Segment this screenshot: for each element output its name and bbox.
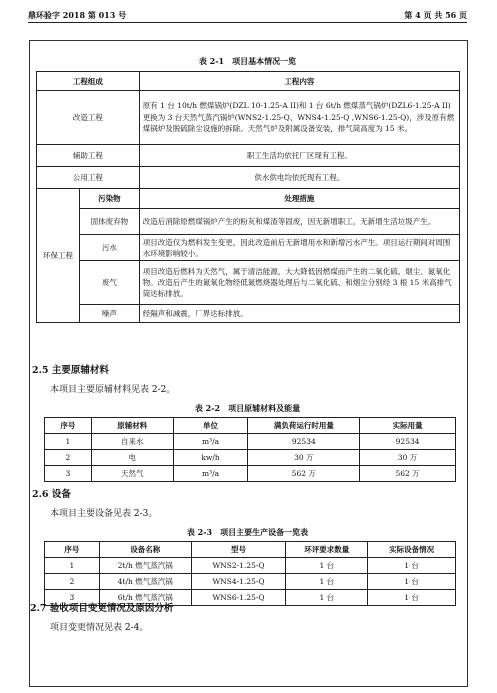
t3-cell: 6t/h 燃气蒸汽锅 — [99, 590, 191, 606]
t2-cell: 562 万 — [360, 466, 456, 482]
table3-caption: 表 2-3 项目主要生产设备一览表 — [186, 527, 309, 537]
section-2-6-heading: 2.6 设备 — [32, 489, 71, 500]
t2-cell: 天然气 — [91, 466, 173, 482]
table-row — [45, 574, 456, 590]
t3-cell: 1 台 — [286, 590, 368, 606]
t2-cell: 1 — [45, 434, 92, 450]
page-header — [28, 6, 467, 23]
report-number: 鼎环验字 2018 第 013 号 — [28, 10, 127, 20]
t3-cell: 1 台 — [286, 558, 368, 574]
measure-noise: 经隔声和减震，厂界达标排放。 — [139, 305, 459, 323]
pollutant-water: 污水 — [79, 235, 139, 261]
t2-cell: 92534 — [248, 434, 360, 450]
table-row — [45, 434, 456, 450]
t3-cell: WNS4-1.25-Q — [191, 574, 286, 590]
row-content-fuzhu: 职工生活均依托厂区现有工程。 — [139, 145, 459, 167]
t3-header-no: 序号 — [45, 542, 100, 558]
row-label-fuzhu: 辅助工程 — [37, 145, 140, 167]
t2-header-no: 序号 — [45, 418, 92, 434]
t3-cell: WNS2-1.25-Q — [191, 558, 286, 574]
t2-cell: 30 万 — [360, 450, 456, 466]
measure-gas: 项目改造后燃料为天然气，属于清洁能源，大大降低因燃煤而产生的二氧化硫、烟尘、氮氧化物。改造后产生的氮氧化物经低氮燃烧器处理后与二氧化硫、和烟尘分别经 3 根 15 米高排气筒达标排放。 — [139, 261, 459, 305]
col-header-content: 工程内容 — [139, 72, 459, 91]
table-row — [45, 466, 456, 482]
table-equipment — [44, 541, 456, 606]
measure-water: 项目改造仅为燃料发生变更，因此改造前后无新增用水和新增污水产生。项目运行期间对周围水环境影响较小。 — [139, 235, 459, 261]
t3-cell: 1 台 — [286, 574, 368, 590]
row-label-gaizao: 改造工程 — [37, 91, 140, 145]
t3-header-model: 型号 — [191, 542, 286, 558]
t3-cell: 1 台 — [368, 574, 456, 590]
t3-header-required: 环评要求数量 — [286, 542, 368, 558]
t2-header-full-load: 满负荷运行时用量 — [248, 418, 360, 434]
t3-cell: 4t/h 燃气蒸汽锅 — [99, 574, 191, 590]
t2-header-material: 原辅材料 — [91, 418, 173, 434]
page-number: 第 4 页 共 56 页 — [404, 10, 467, 20]
table-basic-info — [36, 71, 460, 323]
t3-header-actual: 实际设备情况 — [368, 542, 456, 558]
t2-cell: 电 — [91, 450, 173, 466]
t3-cell: WNS6-1.25-Q — [191, 590, 286, 606]
t2-cell: 自来水 — [91, 434, 173, 450]
subheader-measure: 处理措施 — [139, 189, 459, 209]
pollutant-solid: 固体废弃物 — [79, 209, 139, 235]
t2-cell: kw/h — [173, 450, 248, 466]
table-materials — [44, 417, 456, 482]
row-content-gaizao: 原有 1 台 10t/h 燃煤锅炉(DZL 10-1.25-A II)和 1 台 6t/h 燃煤蒸气锅炉(DZL6-1.25-A II)更换为 3 台天然气蒸汽锅炉(WNS2-1.25-Q、WNS4-1.25-Q ,WNS6-1.25-Q)，涉及原有燃煤锅炉及脱硫除尘设施的拆除、天然气炉及附属设备安装，排气筒高度为 15 米。 — [139, 91, 459, 145]
t2-header-actual: 实际用量 — [360, 418, 456, 434]
t3-header-name: 设备名称 — [99, 542, 191, 558]
t2-cell: 2 — [45, 450, 92, 466]
subheader-pollutant: 污染物 — [79, 189, 139, 209]
t3-cell: 3 — [45, 590, 100, 606]
t3-cell: 1 — [45, 558, 100, 574]
section-2-7-heading: 2.7 验收项目变更情况及原因分析 — [30, 603, 174, 614]
row-label-huanbao: 环保工程 — [37, 189, 80, 323]
row-content-gongyong: 供水供电均依托现有工程。 — [139, 167, 459, 189]
t2-cell: 92534 — [360, 434, 456, 450]
pollutant-noise: 噪声 — [79, 305, 139, 323]
table-row — [45, 558, 456, 574]
measure-solid: 改造后消除原燃煤锅炉产生的粉灰和煤渣等固废，因无新增职工，无新增生活垃圾产生。 — [139, 209, 459, 235]
t2-cell: m³/a — [173, 434, 248, 450]
section-2-7-text: 项目变更情况见表 2-4。 — [50, 623, 149, 633]
t3-cell: 2t/h 燃气蒸汽锅 — [99, 558, 191, 574]
t2-cell: m³/a — [173, 466, 248, 482]
t3-cell: 2 — [45, 574, 100, 590]
pollutant-gas: 废气 — [79, 261, 139, 305]
section-2-6-text: 本项目主要设备见表 2-3。 — [50, 509, 158, 519]
col-header-composition: 工程组成 — [37, 72, 140, 91]
table-row — [45, 450, 456, 466]
t2-cell: 3 — [45, 466, 92, 482]
t2-cell: 30 万 — [248, 450, 360, 466]
t3-cell: 1 台 — [368, 558, 456, 574]
section-2-5-text: 本项目主要原辅材料见表 2-2。 — [50, 385, 176, 395]
row-label-gongyong: 公用工程 — [37, 167, 140, 189]
table1-caption: 表 2-1 项目基本情况一览 — [198, 56, 297, 66]
t3-cell: 1 台 — [368, 590, 456, 606]
section-2-5-heading: 2.5 主要原辅材料 — [32, 365, 109, 376]
t2-cell: 562 万 — [248, 466, 360, 482]
table2-caption: 表 2-2 项目原辅材料及能量 — [194, 403, 301, 413]
t2-header-unit: 单位 — [173, 418, 248, 434]
